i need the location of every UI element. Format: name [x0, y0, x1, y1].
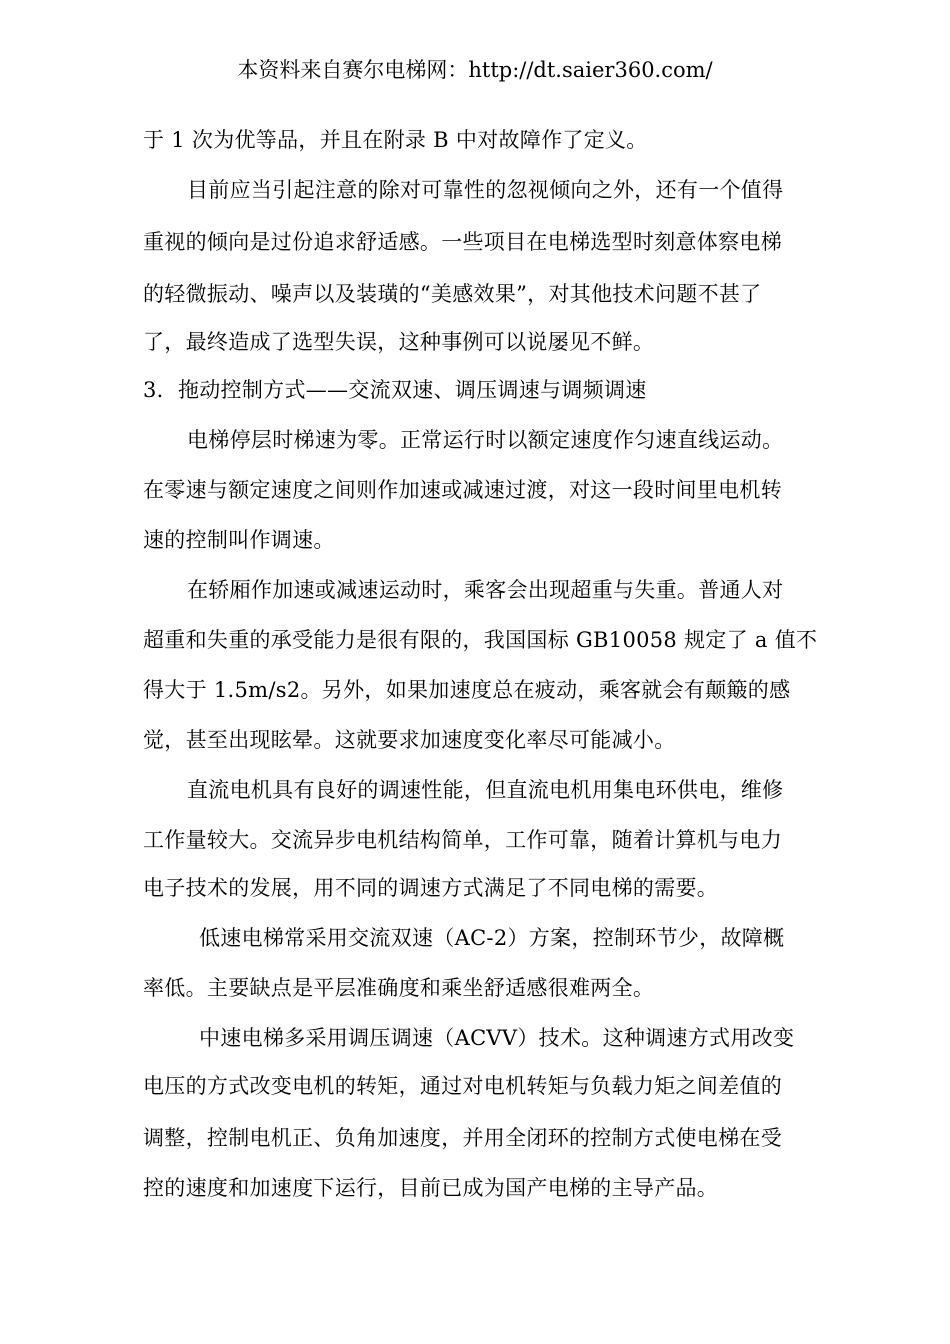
text-line: 在零速与额定速度之间则作加速或减速过渡，对这一段时间里电机转 [143, 478, 782, 502]
text-line: 速的控制叫作调速。 [143, 528, 335, 552]
text-line: 重视的倾向是过份追求舒适感。一些项目在电梯选型时刻意体察电梯 [143, 230, 782, 254]
text-line: 电压的方式改变电机的转矩，通过对电机转矩与负载力矩之间差值的 [143, 1074, 782, 1098]
text-line: 觉，甚至出现眩晕。这就要求加速度变化率尽可能减小。 [143, 728, 676, 752]
text-line: 得大于 1.5m/s2。另外，如果加速度总在疲动，乘客就会有颠簸的感 [143, 678, 791, 702]
text-line: 率低。主要缺点是平层准确度和乘坐舒适感很难两全。 [143, 976, 655, 1000]
text-line: 了，最终造成了选型失误，这种事例可以说屡见不鲜。 [143, 330, 655, 354]
text-line: 调整，控制电机正、负角加速度，并用全闭环的控制方式使电梯在受 [143, 1126, 782, 1150]
page-header-source: 本资料来自赛尔电梯网：http://dt.saier360.com/ [237, 58, 713, 82]
text-line: 超重和失重的承受能力是很有限的，我国国标 GB10058 规定了 a 值不 [143, 628, 818, 652]
text-line: 控的速度和加速度下运行，目前已成为国产电梯的主导产品。 [143, 1176, 719, 1200]
paragraph-first-line: 电梯停层时梯速为零。正常运行时以额定速度作匀速直线运动。 [187, 428, 784, 452]
paragraph-first-line: 低速电梯常采用交流双速（AC-2）方案，控制环节少，故障概 [199, 926, 785, 950]
section-heading: 3．拖动控制方式——交流双速、调压调速与调频调速 [143, 378, 647, 402]
paragraph-first-line: 直流电机具有良好的调速性能，但直流电机用集电环供电，维修 [187, 778, 784, 802]
text-line: 的轻微振动、噪声以及装璜的“美感效果”，对其他技术问题不甚了 [143, 282, 762, 306]
paragraph-first-line: 中速电梯多采用调压调速（ACVV）技术。这种调速方式用改变 [199, 1026, 795, 1050]
text-line: 于 1 次为优等品，并且在附录 B 中对故障作了定义。 [143, 128, 648, 152]
text-line: 电子技术的发展，用不同的调速方式满足了不同电梯的需要。 [143, 876, 719, 900]
paragraph-first-line: 在轿厢作加速或减速运动时，乘客会出现超重与失重。普通人对 [187, 578, 784, 602]
paragraph-first-line: 目前应当引起注意的除对可靠性的忽视倾向之外，还有一个值得 [187, 178, 784, 202]
text-line: 工作量较大。交流异步电机结构简单，工作可靠，随着计算机与电力 [143, 828, 782, 852]
